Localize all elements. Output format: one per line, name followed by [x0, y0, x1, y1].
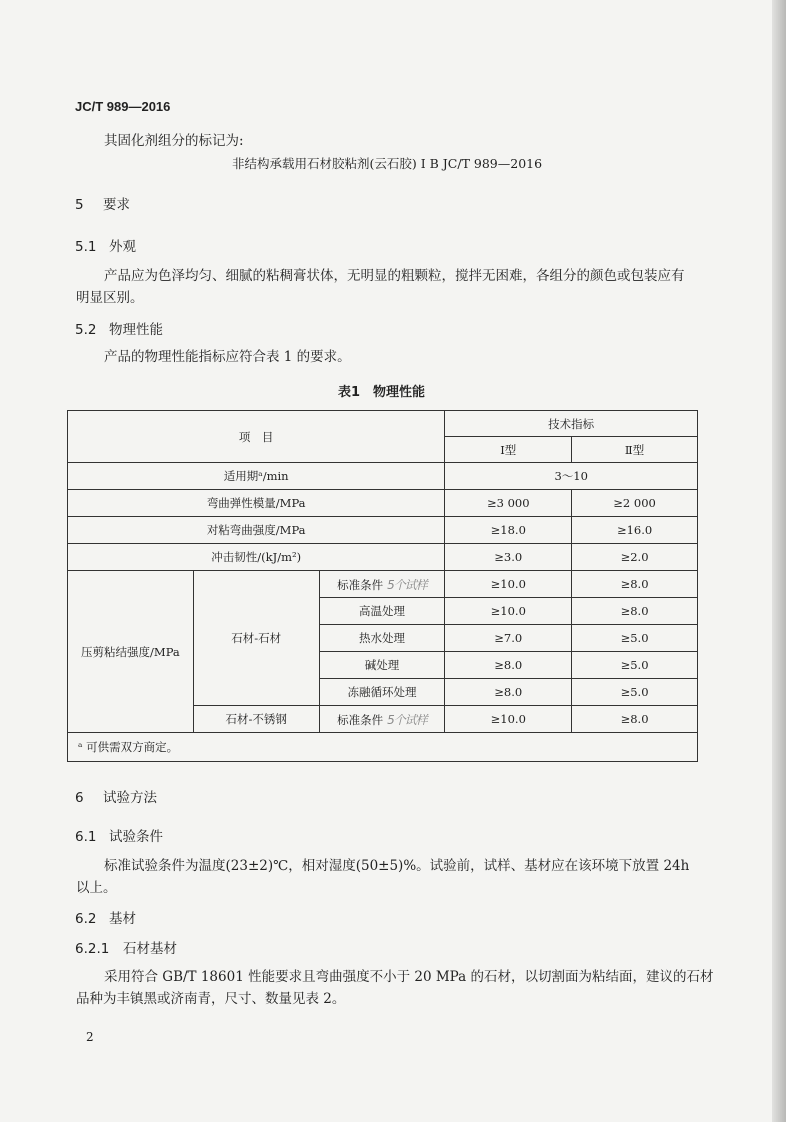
section-number: 6.2.1: [75, 941, 110, 957]
type2-value: ≥8.0: [572, 571, 698, 598]
table-row: [68, 517, 698, 544]
paragraph-line: 品种为丰镇黑或济南青，尺寸、数量见表 2。: [76, 991, 346, 1007]
column-header-spec: 技术指标: [445, 411, 698, 437]
type1-value: ≥3.0: [445, 544, 572, 571]
paragraph-line: 标准试验条件为温度(23±2)℃，相对湿度(50±5)%。试验前，试样、基材应在该环境下放置 24h: [104, 858, 690, 874]
section-6-2-1-heading: [75, 937, 177, 957]
type2-value: ≥8.0: [572, 706, 698, 733]
type2-value: ≥5.0: [572, 625, 698, 652]
paragraph-line: 明显区别。: [76, 290, 144, 306]
condition-cell: [319, 706, 445, 733]
section-title: 外观: [109, 239, 136, 255]
table-row: [68, 571, 698, 598]
row-item: 冲击韧性/(kJ/m²): [68, 544, 445, 571]
row-item: 适用期ᵃ/min: [68, 463, 445, 490]
type1-value: ≥10.0: [445, 571, 572, 598]
section-5-2-heading: [75, 318, 163, 338]
type1-value: ≥8.0: [445, 652, 572, 679]
marking-example: 非结构承载用石材胶粘剂(云石胶) Ⅰ B JC/T 989—2016: [232, 156, 543, 171]
group-stone-steel: 石材-不锈钢: [193, 706, 319, 733]
row-item: 弯曲弹性模量/MPa: [68, 490, 445, 517]
type1-value: ≥7.0: [445, 625, 572, 652]
section-number: 5.2: [75, 322, 97, 338]
condition-label: 碱处理: [319, 652, 445, 679]
marking-label: 其固化剂组分的标记为:: [104, 133, 244, 149]
physical-properties-table: [67, 410, 698, 762]
section-5-1-heading: [75, 235, 136, 255]
type2-value: ≥2.0: [572, 544, 698, 571]
table-footnote-row: [68, 733, 698, 762]
section-number: 5: [75, 197, 84, 213]
section-title: 基材: [109, 911, 136, 927]
paragraph-line: 采用符合 GB/T 18601 性能要求且弯曲强度不小于 20 MPa 的石材，以切割面为粘结面，建议的石材: [104, 969, 714, 985]
condition-label: 高温处理: [319, 598, 445, 625]
type2-value: ≥5.0: [572, 679, 698, 706]
type1-value: ≥10.0: [445, 598, 572, 625]
section-number: 5.1: [75, 239, 97, 255]
section-title: 石材基材: [123, 941, 177, 957]
section-6-1-heading: [75, 825, 163, 845]
type2-value: ≥16.0: [572, 517, 698, 544]
row-merged-value: 3～10: [445, 463, 698, 490]
section-title: 物理性能: [109, 322, 163, 338]
column-header-item: 项 目: [68, 411, 445, 463]
table-row: [68, 544, 698, 571]
table-row: [68, 490, 698, 517]
section-5-heading: [75, 193, 130, 213]
handwritten-note: 5个试样: [387, 712, 427, 727]
condition-label: 标准条件: [337, 577, 384, 592]
table-caption: 表1 物理性能: [338, 385, 426, 400]
section-number: 6: [75, 790, 84, 806]
type2-value: ≥5.0: [572, 652, 698, 679]
type1-value: ≥18.0: [445, 517, 572, 544]
paragraph-line: 产品应为色泽均匀、细腻的粘稠膏状体，无明显的粗颗粒，搅拌无困难，各组分的颜色或包装应有: [104, 268, 685, 284]
column-header-type2: Ⅱ型: [572, 437, 698, 463]
type2-value: ≥8.0: [572, 598, 698, 625]
shear-strength-label: 压剪粘结强度/MPa: [68, 571, 194, 733]
table-footnote: ᵃ 可供需双方商定。: [68, 733, 698, 762]
type2-value: ≥2 000: [572, 490, 698, 517]
group-stone-stone: 石材-石材: [193, 571, 319, 706]
type1-value: ≥3 000: [445, 490, 572, 517]
condition-label: 标准条件: [337, 712, 384, 727]
section-title: 要求: [103, 197, 130, 213]
section-6-2-heading: [75, 907, 136, 927]
section-number: 6.2: [75, 911, 97, 927]
paragraph-line: 产品的物理性能指标应符合表 1 的要求。: [104, 349, 351, 365]
condition-label: 冻融循环处理: [319, 679, 445, 706]
table-row: [68, 463, 698, 490]
section-6-heading: [75, 786, 157, 806]
condition-cell: [319, 571, 445, 598]
table-header-row: [68, 411, 698, 437]
page-edge-shadow: [772, 0, 786, 1122]
section-number: 6.1: [75, 829, 97, 845]
standard-code: JC/T 989—2016: [75, 99, 171, 114]
type1-value: ≥10.0: [445, 706, 572, 733]
paragraph-line: 以上。: [76, 880, 117, 896]
row-item: 对粘弯曲强度/MPa: [68, 517, 445, 544]
type1-value: ≥8.0: [445, 679, 572, 706]
handwritten-note: 5个试样: [387, 577, 427, 592]
section-title: 试验方法: [103, 790, 157, 806]
column-header-type1: Ⅰ型: [445, 437, 572, 463]
page-number: 2: [86, 1030, 94, 1044]
condition-label: 热水处理: [319, 625, 445, 652]
section-title: 试验条件: [109, 829, 163, 845]
